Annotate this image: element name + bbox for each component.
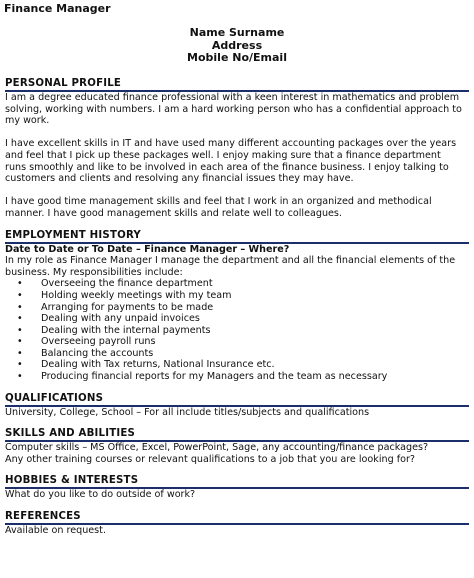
list-item-text: Producing financial reports for my Managers and the team as necessary — [41, 371, 388, 383]
text-line: I have good time management skills and feel that I work in an organized and methodical — [5, 196, 432, 208]
job-intro — [5, 255, 469, 278]
section-heading-employment-history: EMPLOYMENT HISTORY — [5, 230, 469, 244]
text-line: business. My responsibilities include: — [5, 266, 183, 278]
list-item — [17, 290, 469, 302]
section-skills-abilities — [5, 428, 469, 465]
candidate-contact: Mobile No/Email — [187, 51, 287, 64]
text-line: In my role as Finance Manager I manage the department and all the financial elements of the — [5, 255, 456, 267]
document-title: Finance Manager — [4, 2, 111, 15]
bullet-icon: • — [17, 278, 23, 290]
list-item — [17, 348, 469, 360]
bullet-icon: • — [17, 313, 23, 325]
list-item — [17, 359, 469, 371]
section-heading-hobbies-interests: HOBBIES & INTERESTS — [5, 475, 469, 489]
bullet-icon: • — [17, 359, 23, 371]
job-title: Date to Date or To Date – Finance Manager – Where? — [5, 243, 290, 255]
list-item — [17, 302, 469, 314]
list-item-text: Dealing with Tax returns, National Insurance etc. — [41, 359, 275, 371]
list-item-text: Overseeing payroll runs — [41, 336, 156, 348]
bullet-icon: • — [17, 336, 23, 348]
section-hobbies-interests — [5, 475, 469, 501]
text-line: manner. I have good management skills and relate well to colleagues. — [5, 207, 342, 219]
section-heading-skills-abilities: SKILLS AND ABILITIES — [5, 428, 469, 442]
section-references — [5, 511, 469, 537]
list-item-text: Dealing with any unpaid invoices — [41, 313, 200, 325]
list-item — [17, 371, 469, 383]
candidate-name: Name Surname — [189, 26, 285, 39]
text-line: customers and clients and resolving any financial issues they may have. — [5, 173, 354, 185]
list-item-text: Arranging for payments to be made — [41, 301, 214, 313]
text-line: and feel that I pick up these packages well. I enjoy making sure that a finance department — [5, 149, 441, 161]
text-line: University, College, School – For all include titles/subjects and qualifications — [5, 406, 370, 418]
list-item-text: Overseeing the finance department — [41, 278, 213, 290]
profile-paragraph-1 — [5, 92, 469, 127]
section-personal-profile — [5, 78, 469, 220]
list-item-text: Dealing with the internal payments — [41, 324, 211, 336]
list-item-text: Balancing the accounts — [41, 347, 154, 359]
list-item — [17, 278, 469, 290]
text-line: Computer skills – MS Office, Excel, PowerPoint, Sage, any accounting/finance packages? — [5, 442, 429, 454]
profile-paragraph-2 — [5, 138, 469, 184]
text-line: my work. — [5, 115, 50, 127]
cv-header — [0, 27, 474, 65]
profile-paragraph-3 — [5, 196, 469, 219]
text-line: runs smoothly and like to be involved in each area of the finance business. I enjoy talking to — [5, 161, 449, 173]
bullet-icon: • — [17, 289, 23, 301]
duties-list — [5, 278, 469, 382]
bullet-icon: • — [17, 371, 23, 383]
text-line: solving, working with numbers. I am a hard working person who has a confidential approach to — [5, 103, 462, 115]
text-line: What do you like to do outside of work? — [5, 489, 196, 501]
text-line: I have excellent skills in IT and have used many different accounting packages over the years — [5, 138, 457, 150]
section-heading-references: REFERENCES — [5, 511, 469, 525]
text-line: Any other training courses or relevant qualifications to a job that you are looking for? — [5, 453, 416, 465]
section-qualifications — [5, 393, 469, 419]
text-line: I am a degree educated finance professional with a keen interest in mathematics and problem — [5, 92, 460, 103]
list-item — [17, 313, 469, 325]
bullet-icon: • — [17, 301, 23, 313]
section-heading-personal-profile: PERSONAL PROFILE — [5, 78, 469, 92]
section-heading-qualifications: QUALIFICATIONS — [5, 393, 469, 407]
bullet-icon: • — [17, 324, 23, 336]
candidate-address: Address — [211, 38, 263, 52]
section-employment-history — [5, 230, 469, 383]
text-line: Available on request. — [5, 525, 106, 537]
list-item — [17, 325, 469, 337]
bullet-icon: • — [17, 347, 23, 359]
list-item-text: Holding weekly meetings with my team — [41, 289, 232, 301]
cv-body — [5, 78, 469, 537]
list-item — [17, 336, 469, 348]
